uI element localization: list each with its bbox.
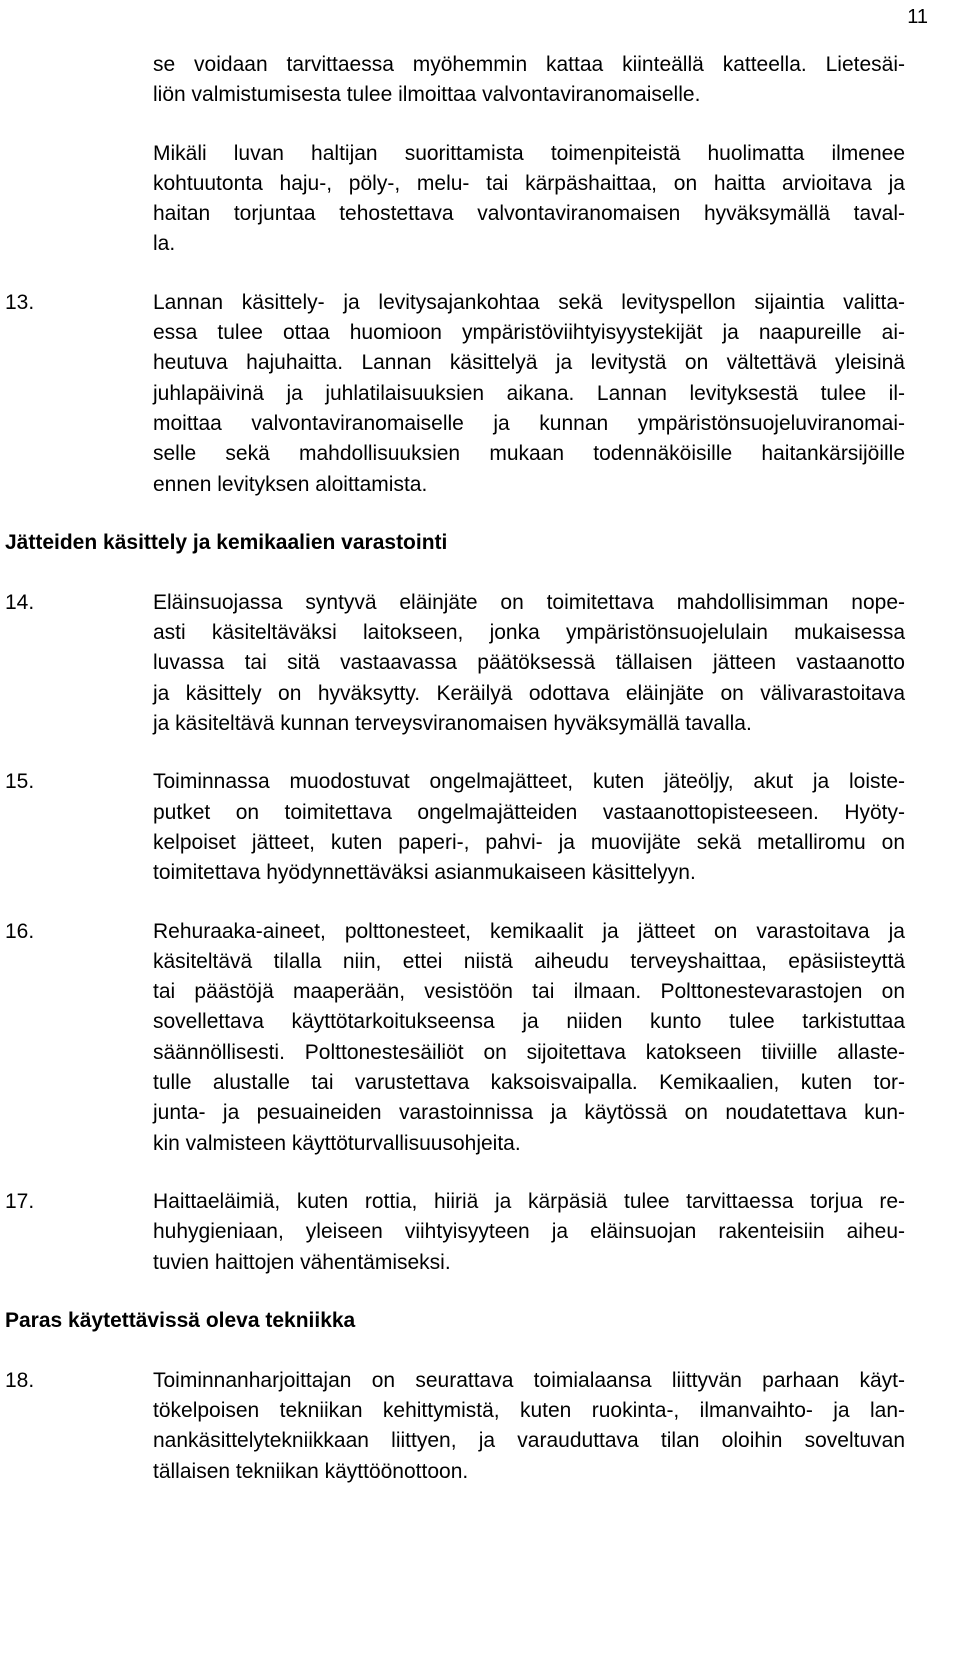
text-line: Toiminnanharjoittajan on seurattava toimialaansa liittyvän parhaan käyt-: [153, 1368, 905, 1392]
text-line: käsiteltävä tilalla niin, ettei niistä aiheudu terveyshaittaa, epäsiisteyttä: [153, 949, 905, 973]
numbered-section-a: [5, 288, 905, 500]
section-heading-bat: Paras käytettävissä oleva tekniikka: [5, 1308, 356, 1332]
text-line: ja käsittely on hyväksytty. Keräilyä odottava eläinjäte on välivarastoitava: [153, 681, 905, 705]
text-line: kelpoiset jätteet, kuten paperi-, pahvi- ja muovijäte sekä metalliromu on: [153, 830, 905, 854]
text-line: junta- ja pesuaineiden varastoinnissa ja käytössä on noudatettava kun-: [153, 1101, 905, 1125]
text-line: juhlapäivinä ja juhlatilaisuuksien aikana. Lannan levityksestä tulee il-: [153, 381, 905, 405]
text-line: Mikäli luvan haltijan suorittamista toimenpiteistä huolimatta ilmenee: [153, 141, 905, 165]
text-line: la.: [153, 232, 176, 256]
numbered-paragraph: [5, 1366, 905, 1487]
intro-section: [5, 50, 905, 260]
text-line: ja käsiteltävä kunnan terveysviranomaisen hyväksymällä tavalla.: [153, 712, 752, 736]
text-line: sovellettava käyttötarkoitukseensa ja niiden kunto tulee tarkistuttaa: [153, 1010, 905, 1034]
text-line: Eläinsuojassa syntyvä eläinjäte on toimitettava mahdollisimman nope-: [153, 590, 905, 614]
paragraph-number: 13.: [5, 290, 35, 314]
text-line: säännöllisesti. Polttonestesäiliöt on sijoitettava katokseen tiiviille allaste-: [153, 1040, 905, 1064]
numbered-section-b: [5, 588, 905, 1278]
text-line: huhygieniaan, yleiseen viihtyisyyteen ja eläinsuojan rakenteisiin aiheu-: [153, 1220, 905, 1244]
page-number: 11: [907, 6, 928, 28]
text-line: essa tulee ottaa huomioon ympäristöviihtyisyystekijät ja naapureille ai-: [153, 321, 905, 345]
document-body: [5, 50, 905, 1515]
text-line: haitan torjuntaa tehostettava valvontaviranomaisen hyväksymällä taval-: [153, 202, 905, 226]
text-line: kohtuutonta haju-, pöly-, melu- tai kärpäshaittaa, on haitta arvioitava ja: [153, 171, 905, 195]
text-line: Rehuraaka-aineet, polttonesteet, kemikaalit ja jätteet on varastoitava ja: [153, 919, 905, 943]
text-line: Lannan käsittely- ja levitysajankohtaa sekä levityspellon sijaintia valitta-: [153, 290, 905, 314]
text-line: Toiminnassa muodostuvat ongelmajätteet, kuten jäteöljy, akut ja loiste-: [153, 770, 905, 794]
numbered-paragraph: [5, 588, 905, 739]
section-heading-waste: Jätteiden käsittely ja kemikaalien varastointi: [5, 530, 448, 554]
text-line: tai päästöjä maaperään, vesistöön tai ilmaan. Polttonestevarastojen on: [153, 980, 905, 1004]
text-line: heutuva hajuhaitta. Lannan käsittelyä ja levitystä on vältettävä yleisinä: [153, 351, 905, 375]
text-line: liön valmistumisesta tulee ilmoittaa valvontaviranomaiselle.: [153, 83, 701, 107]
text-line: Haittaeläimiä, kuten rottia, hiiriä ja kärpäsiä tulee tarvittaessa torjua re-: [153, 1189, 905, 1213]
text-line: asti käsiteltäväksi laitokseen, jonka ympäristönsuojelulain mukaisessa: [153, 621, 905, 645]
text-line: se voidaan tarvittaessa myöhemmin kattaa kiinteällä katteella. Lietesäi-: [153, 53, 905, 76]
text-line: tökelpoisen tekniikan kehittymistä, kuten ruokinta-, ilmanvaihto- ja lan-: [153, 1399, 905, 1423]
text-line: toimitettava hyödynnettäväksi asianmukaiseen käsittelyyn.: [153, 861, 696, 885]
text-line: ennen levityksen aloittamista.: [153, 472, 428, 496]
paragraph: [5, 139, 905, 260]
text-line: tulle alustalle tai varustettava kaksoisvaipalla. Kemikaalien, kuten tor-: [153, 1071, 905, 1095]
paragraph-number: 18.: [5, 1368, 35, 1392]
text-line: moittaa valvontaviranomaiselle ja kunnan ympäristönsuojeluviranomai-: [153, 411, 905, 435]
paragraph-number: 16.: [5, 919, 35, 943]
paragraph-number: 15.: [5, 770, 35, 794]
text-line: selle sekä mahdollisuuksien mukaan todennäköisille haitankärsijöille: [153, 442, 905, 466]
text-line: putket on toimitettava ongelmajätteiden vastaanottopisteeseen. Hyöty-: [153, 800, 905, 824]
numbered-paragraph: [5, 767, 905, 888]
paragraph-number: 14.: [5, 590, 35, 614]
text-line: tuvien haittojen vähentämiseksi.: [153, 1250, 451, 1274]
text-line: kin valmisteen käyttöturvallisuusohjeita.: [153, 1131, 521, 1155]
text-line: nankäsittelytekniikkaan liittyen, ja varauduttava tilan oloihin soveltuvan: [153, 1429, 905, 1453]
numbered-section-c: [5, 1366, 905, 1487]
paragraph: [5, 50, 905, 111]
numbered-paragraph: [5, 1187, 905, 1278]
paragraph-number: 17.: [5, 1189, 35, 1213]
numbered-paragraph: [5, 917, 905, 1159]
text-line: luvassa tai sitä vastaavassa päätöksessä tällaisen jätteen vastaanotto: [153, 651, 905, 675]
numbered-paragraph: [5, 288, 905, 500]
text-line: tällaisen tekniikan käyttöönottoon.: [153, 1459, 469, 1483]
